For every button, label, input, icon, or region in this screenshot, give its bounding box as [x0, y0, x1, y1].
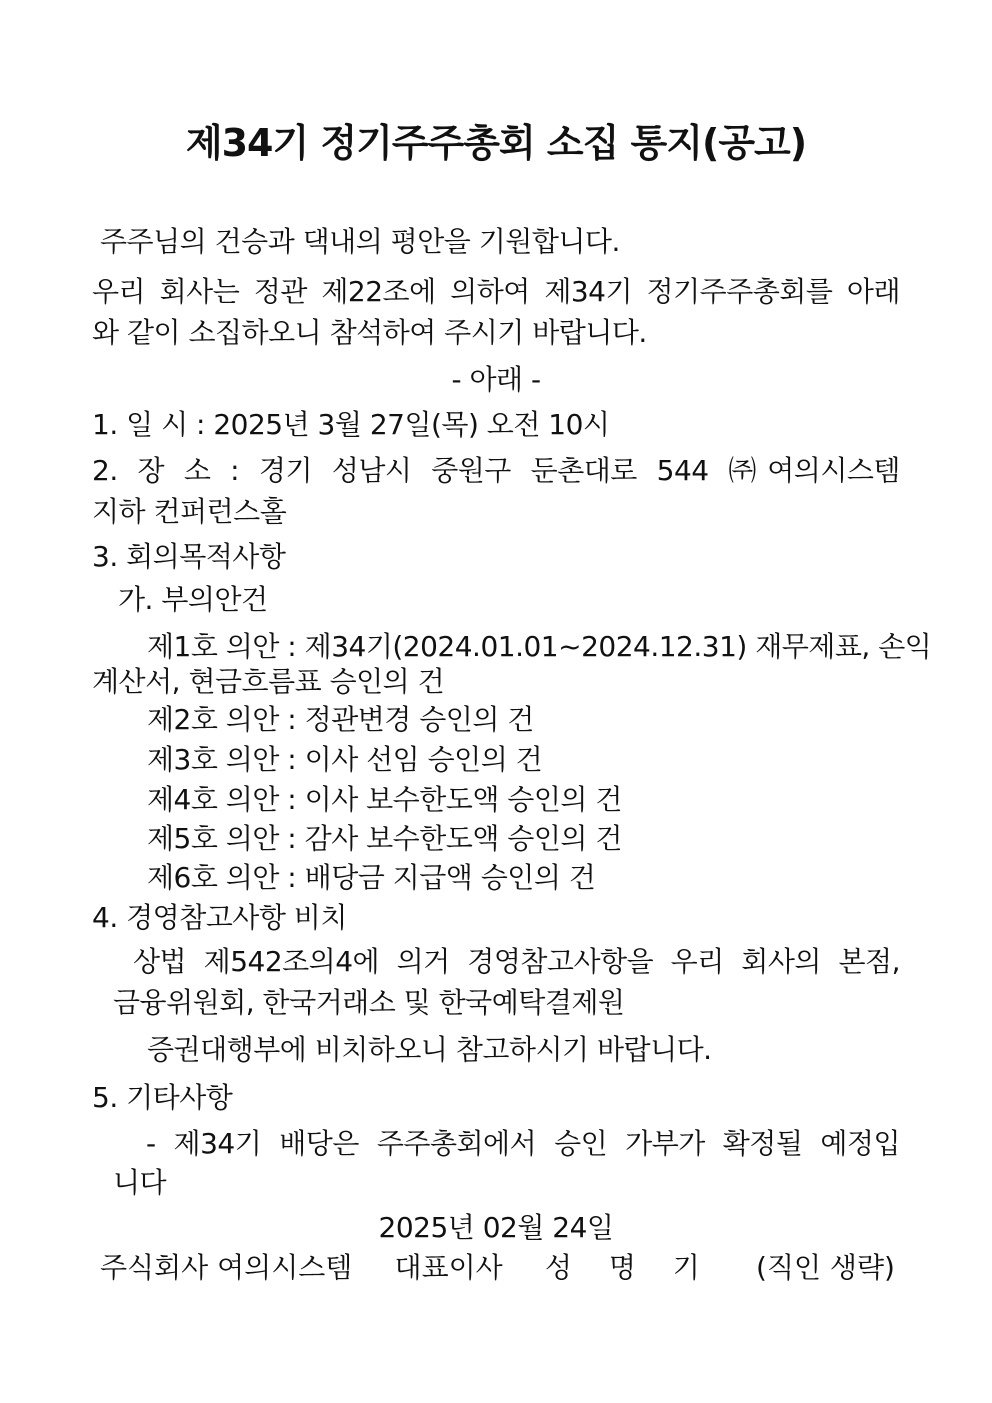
agenda-1-line-2: 계산서, 현금흐름표 승인의 건 — [92, 665, 445, 698]
below-heading: - 아래 - — [451, 363, 541, 396]
page-title: 제34기 정기주주총회 소집 통지(공고) — [185, 121, 807, 165]
agenda-6: 제6호 의안 : 배당금 지급액 승인의 건 — [147, 861, 596, 894]
agenda-3: 제3호 의안 : 이사 선임 승인의 건 — [147, 743, 543, 776]
item-5-heading: 5. 기타사항 — [92, 1081, 233, 1114]
company-name: 주식회사 여의시스템 — [100, 1251, 353, 1284]
seal-note: (직인 생략) — [756, 1251, 895, 1284]
item-4-heading: 4. 경영참고사항 비치 — [92, 901, 347, 934]
signature-line — [100, 1248, 895, 1288]
item-4-line-3: 증권대행부에 비치하오니 참고하시기 바랍니다. — [147, 1033, 712, 1066]
intro-line-1: 우리 회사는 정관 제22조에 의하여 제34기 정기주주총회를 아래 — [92, 275, 900, 308]
item-2-place-line-2: 지하 컨퍼런스홀 — [92, 495, 287, 528]
item-4-line-1: 상법 제542조의4에 의거 경영참고사항을 우리 회사의 본점, — [133, 945, 900, 978]
representative-name: 성 명 기 — [544, 1251, 714, 1284]
agenda-1-line-1: 제1호 의안 : 제34기(2024.01.01~2024.12.31) 재무제표, 손익 — [147, 630, 932, 663]
item-3-heading: 3. 회의목적사항 — [92, 540, 286, 573]
agenda-5: 제5호 의안 : 감사 보수한도액 승인의 건 — [147, 822, 622, 855]
intro-line-2: 와 같이 소집하오니 참석하여 주시기 바랍니다. — [92, 316, 647, 349]
item-5-line-2: 니다 — [113, 1166, 167, 1199]
item-3-subheading: 가. 부의안건 — [118, 583, 268, 616]
representative-role: 대표이사 — [394, 1251, 503, 1284]
notice-date: 2025년 02월 24일 — [378, 1211, 614, 1244]
agenda-2: 제2호 의안 : 정관변경 승인의 건 — [147, 703, 534, 736]
item-2-place-line-1: 2. 장 소 : 경기 성남시 중원구 둔촌대로 544 ㈜여의시스템 — [92, 454, 900, 487]
item-5-line-1: - 제34기 배당은 주주총회에서 승인 가부가 확정될 예정입 — [146, 1127, 900, 1160]
greeting-text: 주주님의 건승과 댁내의 평안을 기원합니다. — [100, 225, 620, 258]
agenda-4: 제4호 의안 : 이사 보수한도액 승인의 건 — [147, 783, 622, 816]
item-4-line-2: 금융위원회, 한국거래소 및 한국예탁결제원 — [113, 986, 625, 1019]
item-1-datetime: 1. 일 시 : 2025년 3월 27일(목) 오전 10시 — [92, 408, 610, 441]
